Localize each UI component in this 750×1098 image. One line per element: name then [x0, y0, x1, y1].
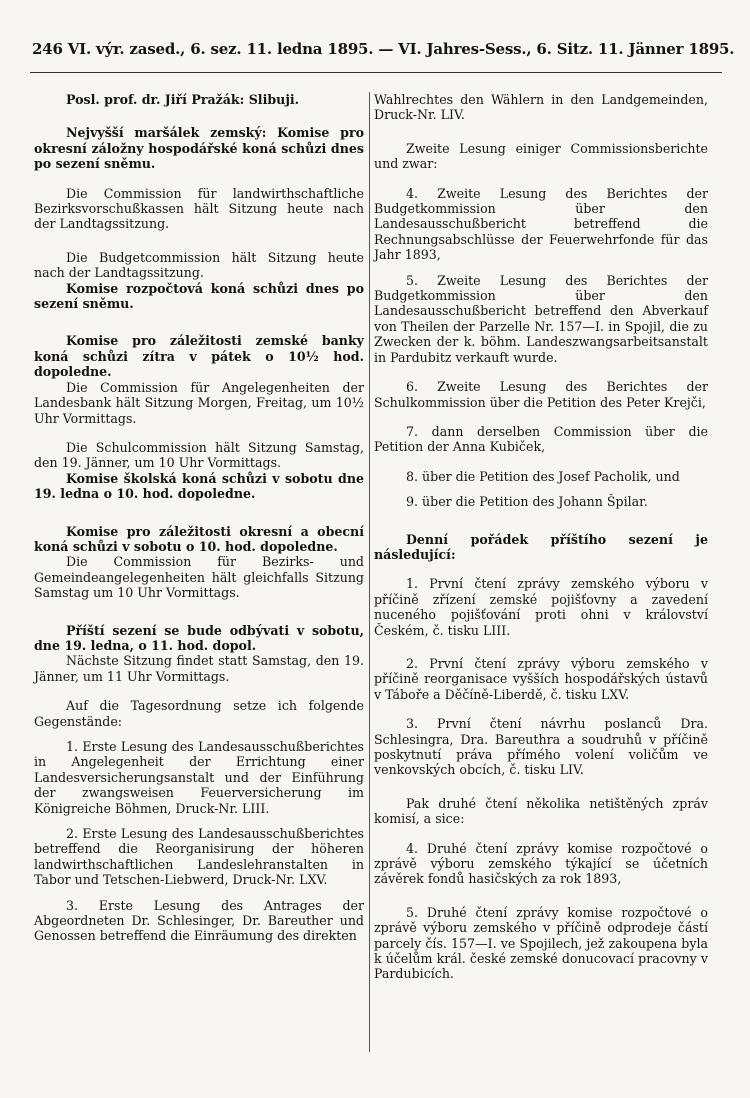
announcement-paragraph: Die Schulcommission hält Sitzung Samstag, den 19. Jänner, um 10 Uhr Vormittags.: [34, 439, 364, 471]
agenda-item: 4. Druhé čtení zprávy komise rozpočtové o zprávě výboru zemského týkající se účetních závěrek fondů hasičských za rok 1893,: [374, 840, 708, 887]
agenda-item: 4. Zweite Lesung des Berichtes der Budgetkommission über den Landesausschußbericht betreffend die Rechnungsabschlüsse der Feuerwehrfonde für das Jahr 1893,: [374, 185, 708, 263]
agenda-item: 3. První čtení návrhu poslanců Dra. Schlesingra, Dra. Bareuthra a soudruhů v příčině poskytnutí práva přímého volení voličům ve venkovských obcích, č. tisku LIV.: [374, 716, 708, 778]
left-column: [34, 92, 364, 944]
agenda-item: 3. Erste Lesung des Antrages der Abgeordneten Dr. Schlesinger, Dr. Bareuther und Genossen betreffend die Einräumung des direkten: [34, 897, 364, 944]
running-header: 246 VI. výr. zased., 6. sez. 11. ledna 1895. — VI. Jahres-Sess., 6. Sitz. 11. Jänner 1895.: [32, 40, 735, 58]
announcement-paragraph: Die Commission für landwirthschaftliche Bezirksvorschußkassen hält Sitzung heute nach der Landtagssitzung.: [34, 185, 364, 232]
agenda-intro: Zweite Lesung einiger Commissionsberichte und zwar:: [374, 140, 708, 172]
agenda-item: 8. über die Petition des Josef Pacholik, und: [406, 468, 680, 484]
announcement-paragraph: Komise pro záležitosti zemské banky koná schůzi zítra v pátek o 10½ hod. dopoledne.: [34, 333, 364, 380]
agenda-item: 6. Zweite Lesung des Berichtes der Schulkommission über die Petition des Peter Krejči,: [374, 379, 708, 410]
announcement-paragraph: Komise školská koná schůzi v sobotu dne 19. ledna o 10. hod. dopoledne.: [34, 470, 364, 502]
agenda-item: 5. Zweite Lesung des Berichtes der Budgetkommission über den Landesausschußbericht betreffend den Abverkauf von Theilen der Parzelle Nr. 157—I. in Spojil, die zu Zwecken der k. böhm. Landeszwangsarbeitsanstalt in Pardubitz verkauft wurde.: [374, 272, 708, 365]
agenda-intro: Auf die Tagesordnung setze ich folgende Gegenstände:: [34, 698, 364, 729]
agenda-item: 2. Erste Lesung des Landesausschußberichtes betreffend die Reorganisirung der höheren landwirthschaftlichen Landeslehranstalten in Tabor und Tetschen-Liebwerd, Druck-Nr. LXV.: [34, 826, 364, 888]
next-session-notice: Nächste Sitzung findet statt Samstag, den 19. Jänner, um 11 Uhr Vormittags.: [34, 653, 364, 684]
next-session-notice: Příští sezení se bude odbývati v sobotu, dne 19. ledna, o 11. hod. dopol.: [34, 622, 364, 653]
agenda-item: 1. První čtení zprávy zemského výboru v příčině zřízení zemské pojišťovny a zavedení nuceného pojišťování proti ohni v království Českém, č. tisku LIII.: [374, 576, 708, 638]
announcement-paragraph: Komise rozpočtová koná schůzi dnes po sezení sněmu.: [34, 280, 364, 312]
agenda-item: 2. První čtení zprávy výboru zemského v příčině reorganisace vyšších hospodářských ústavů v Táboře a Děčíně-Liberdě, č. tisku LXV.: [374, 655, 708, 702]
announcement-paragraph: Nejvyšší maršálek zemský: Komise pro okresní záložny hospodářské koná schůzi dnes po sezení sněmu.: [34, 125, 364, 172]
announcement-paragraph: Komise pro záležitosti okresní a obecní koná schůzi v sobotu o 10. hod. dopoledne.: [34, 523, 364, 554]
agenda-item: 7. dann derselben Commission über die Petition der Anna Kubiček,: [374, 423, 708, 455]
czech-agenda-heading: Denní pořádek příštího sezení je následující:: [374, 531, 708, 562]
agenda-item: 1. Erste Lesung des Landesausschußberichtes in Angelegenheit der Errichtung einer Landesversicherungsanstalt und der Einführung der zwangsweisen Feuerversicherung im Königreiche Böhmen, Druck-Nr. LIII.: [34, 739, 364, 816]
speaker-pledge: Posl. prof. dr. Jiří Pražák: Slibuji.: [66, 92, 300, 107]
agenda-intro: Pak druhé čtení několika netištěných zpráv komisí, a sice:: [374, 795, 708, 827]
announcement-paragraph: Die Commission für Bezirks- und Gemeindeangelegenheiten hält gleichfalls Sitzung Samstag um 10 Uhr Vormittags.: [34, 554, 364, 601]
agenda-item-continued: Wahlrechtes den Wählern in den Landgemeinden, Druck-Nr. LIV.: [374, 92, 708, 123]
header-rule: [30, 72, 722, 73]
announcement-paragraph: Die Budgetcommission hält Sitzung heute nach der Landtagssitzung.: [34, 249, 364, 281]
right-column: [374, 92, 708, 982]
announcement-paragraph: Die Commission für Angelegenheiten der Landesbank hält Sitzung Morgen, Freitag, um 10½ Uhr Vormittags.: [34, 379, 364, 426]
column-divider: [369, 92, 370, 1052]
agenda-item: 9. über die Petition des Johann Špilar.: [406, 494, 648, 510]
agenda-item: 5. Druhé čtení zprávy komise rozpočtové o zprávě výboru zemského v příčině odprodeje částí parcely čís. 157—I. ve Spojilech, jež zakoupena byla k účelům král. české zemské donucovací pracovny v Pardubicích.: [374, 904, 708, 982]
